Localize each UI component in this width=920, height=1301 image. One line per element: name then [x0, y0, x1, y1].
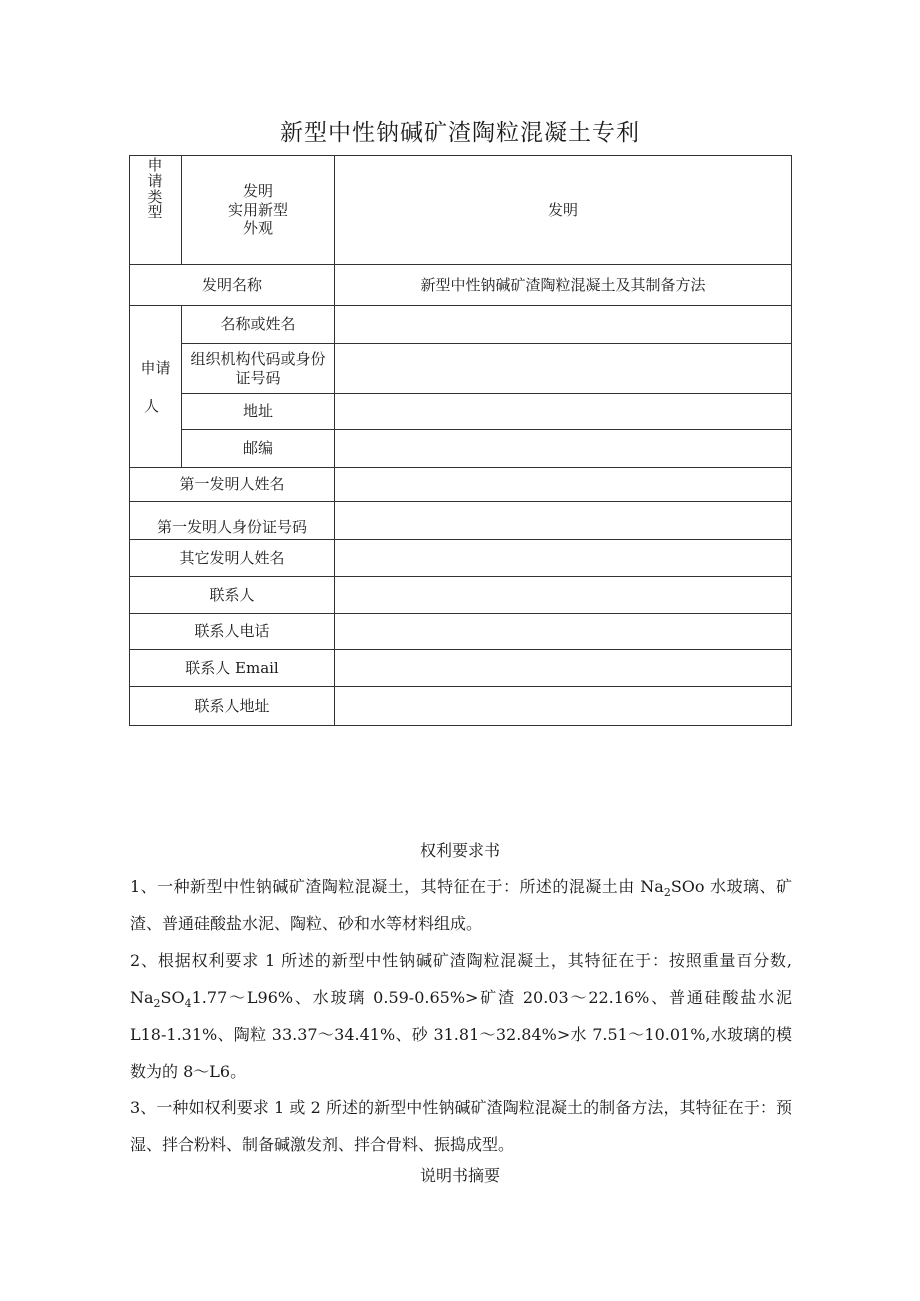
applicant-address-label: 地址: [182, 394, 335, 430]
type-options-cell: [182, 156, 335, 265]
other-inventors-label: 其它发明人姓名: [130, 540, 335, 577]
form-row-applicant-name: [130, 306, 792, 344]
form-row-contact: [130, 577, 792, 614]
form-row-type: [130, 156, 792, 265]
first-inventor-name-input[interactable]: [335, 468, 792, 502]
form-row-applicant-address: [130, 394, 792, 430]
claim-2: [130, 942, 792, 1090]
claim-2-text-c: 1.77～L96%、水玻璃 0.59-0.65%>矿渣 20.03～22.16%、普通硅酸盐水泥 L18-1.31%、陶粒 33.37～34.41%、砂 31.81～32.84%>水 7.51～10.01%,水玻璃的模数为的 8～L6。: [130, 988, 792, 1081]
other-inventors-input[interactable]: [335, 540, 792, 577]
applicant-label-cell: [130, 306, 182, 468]
first-inventor-id-input[interactable]: [335, 502, 792, 540]
claims-heading: 权利要求书: [419, 841, 500, 860]
type-option-design: 外观: [242, 219, 273, 238]
form-row-applicant-postcode: [130, 430, 792, 468]
contact-input[interactable]: [335, 577, 792, 614]
document-title: 新型中性钠碱矿渣陶粒混凝土专利: [280, 120, 640, 146]
claim-2-sub-2: 4: [184, 997, 192, 1011]
form-row-invention-name: [130, 265, 792, 306]
claim-3: 3、一种如权利要求 1 或 2 所述的新型中性钠碱矿渣陶粒混凝土的制备方法，其特征在于：预湿、拌合粉料、制备碱激发剂、拌合骨料、振捣成型。: [130, 1098, 792, 1154]
applicant-name-label: 名称或姓名: [182, 306, 335, 344]
first-inventor-name-label: 第一发明人姓名: [130, 468, 335, 502]
claim-1-text-b: SOo 水玻璃、矿渣、普通硅酸盐水泥、陶粒、砂和水等材料组成。: [130, 877, 792, 933]
form-row-other-inventors: [130, 540, 792, 577]
applicant-label-1: 申请: [140, 358, 171, 377]
contact-address-input[interactable]: [335, 687, 792, 726]
applicant-id-input[interactable]: [335, 344, 792, 394]
invention-name-value: 新型中性钠碱矿渣陶粒混凝土及其制备方法: [335, 265, 792, 306]
applicant-postcode-input[interactable]: [335, 430, 792, 468]
applicant-postcode-label: 邮编: [182, 430, 335, 468]
claim-1-sub: 2: [663, 886, 671, 900]
claim-2-text-a: 2、根据权利要求 1 所述的新型中性钠碱矿渣陶粒混凝土，其特征在于：按照重量百分数, Na: [130, 951, 792, 1007]
form-row-contact-email: [130, 650, 792, 687]
type-option-invention: 发明: [242, 181, 273, 200]
claim-2-sub-1: 2: [153, 997, 161, 1011]
contact-email-label: 联系人 Email: [130, 650, 335, 687]
applicant-name-input[interactable]: [335, 306, 792, 344]
contact-phone-input[interactable]: [335, 614, 792, 650]
form-row-contact-address: [130, 687, 792, 726]
form-row-first-inventor-id: [130, 502, 792, 540]
abstract-heading: 说明书摘要: [419, 1166, 500, 1185]
applicant-id-label: 组织机构代码或身份证号码: [182, 344, 335, 394]
type-option-utility: 实用新型: [227, 200, 288, 219]
applicant-label-2: 人: [144, 396, 160, 415]
contact-phone-label: 联系人电话: [130, 614, 335, 650]
first-inventor-id-label: 第一发明人身份证号码: [130, 502, 335, 540]
invention-name-label: 发明名称: [130, 265, 335, 306]
contact-email-input[interactable]: [335, 650, 792, 687]
type-value: 发明: [335, 156, 792, 265]
type-label-cell: [130, 156, 182, 265]
form-row-contact-phone: [130, 614, 792, 650]
form-row-applicant-id: [130, 344, 792, 394]
applicant-address-input[interactable]: [335, 394, 792, 430]
claim-1-text-a: 1、一种新型中性钠碱矿渣陶粒混凝土，其特征在于：所述的混凝土由 Na: [130, 877, 664, 896]
type-label: 申请类型: [147, 156, 163, 222]
claim-2-text-b: SO: [160, 988, 185, 1007]
application-form-table: [129, 155, 792, 726]
form-row-first-inventor-name: [130, 468, 792, 502]
claim-1: [130, 868, 792, 942]
contact-label: 联系人: [130, 577, 335, 614]
contact-address-label: 联系人地址: [130, 687, 335, 726]
